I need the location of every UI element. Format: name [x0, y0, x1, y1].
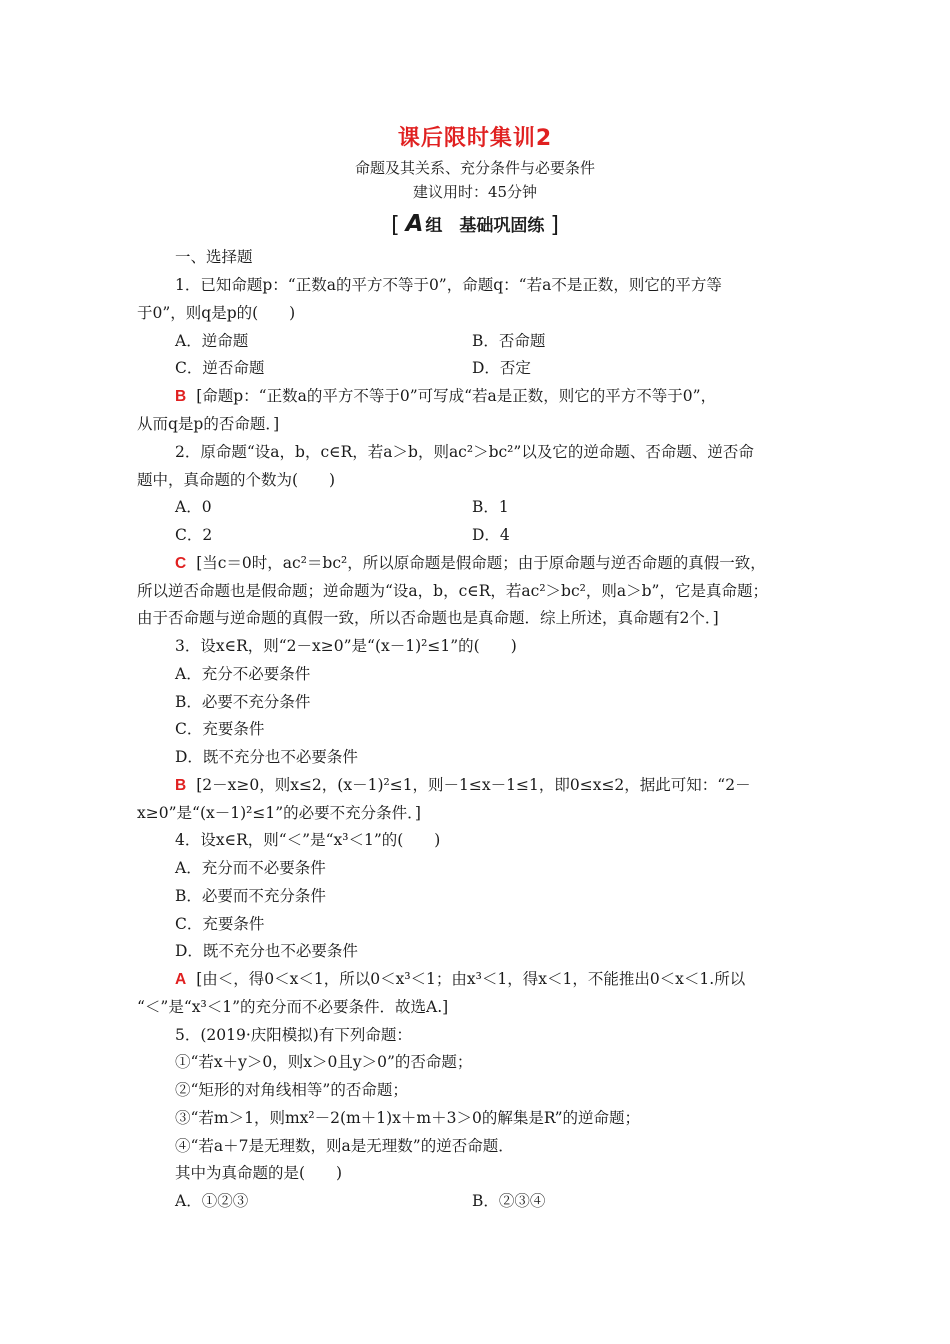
q2-stem-line-2: 题中，真命题的个数为( ) [137, 471, 336, 489]
q2-explanation-line-2: 所以逆否命题也是假命题；逆命题为“设a，b，c∈R，若ac²＞bc²，则a＞b”，它是真命题； [137, 582, 768, 600]
q4-explanation-line-2: “＜”是“x³＜1”的充分而不必要条件．故选A.] [137, 998, 449, 1016]
q3-option-a: A．充分不必要条件 [175, 665, 311, 683]
q3-stem: 3．设x∈R，则“2－x≥0”是“(x－1)²≤1”的( ) [175, 637, 517, 655]
q2-option-b: B．1 [472, 498, 509, 516]
q5-option-b: B．②③④ [472, 1192, 546, 1210]
section-heading: 一、选择题 [175, 248, 253, 266]
q4-explanation-line-1 [175, 969, 745, 990]
q5-item-2: ②“矩形的对角线相等”的否命题； [175, 1081, 408, 1099]
q3-explanation-line-1 [175, 775, 751, 796]
q2-explanation-line-3: 由于否命题与逆命题的真假一致，所以否命题也是真命题．综上所述，真命题有2个．] [137, 609, 719, 627]
page-subtitle: 命题及其关系、充分条件与必要条件 [354, 159, 595, 177]
bracket-left: [ [391, 213, 400, 238]
q5-item-1: ①“若x＋y＞0，则x＞0且y＞0”的否命题； [175, 1053, 473, 1071]
q1-option-d: D．否定 [472, 359, 531, 377]
q5-option-a: A．①②③ [175, 1192, 249, 1210]
q2-option-c: C．2 [175, 526, 213, 544]
q2-answer: C [175, 555, 187, 572]
group-heading [0, 211, 950, 238]
q4-option-a: A．充分而不必要条件 [175, 859, 326, 877]
q1-stem-line-2: 于0”，则q是p的( ) [137, 304, 296, 322]
q5-item-4: ④“若a＋7是无理数，则a是无理数”的逆否命题． [175, 1137, 514, 1155]
q1-explanation-text: [命题p：“正数a的平方不等于0”可写成“若a是正数，则它的平方不等于0”， [196, 387, 717, 405]
q4-stem: 4．设x∈R，则“＜”是“x³＜1”的( ) [175, 831, 441, 849]
group-label: 组 基础巩固练 [425, 216, 545, 236]
q4-explanation-text: [由＜，得0＜x＜1，所以0＜x³＜1；由x³＜1，得x＜1，不能推出0＜x＜1.所以 [196, 970, 746, 988]
group-letter: A [405, 211, 424, 237]
q1-answer: B [175, 388, 187, 405]
q3-option-d: D．既不充分也不必要条件 [175, 748, 358, 766]
q1-option-a: A．逆命题 [175, 332, 249, 350]
q1-explanation-line-2: 从而q是p的否命题．] [137, 415, 280, 433]
q4-option-d: D．既不充分也不必要条件 [175, 942, 358, 960]
q3-answer: B [175, 777, 187, 794]
time-hint: 建议用时：45分钟 [412, 183, 538, 201]
q4-option-b: B．必要而不充分条件 [175, 887, 326, 905]
q5-item-3: ③“若m＞1，则mx²－2(m＋1)x＋m＋3＞0的解集是R”的逆命题； [175, 1109, 641, 1127]
q2-option-a: A．0 [175, 498, 212, 516]
q4-answer: A [175, 971, 187, 988]
q3-explanation-line-2: x≥0”是“(x－1)²≤1”的必要不充分条件．] [137, 804, 421, 822]
q5-stem: 5．(2019·庆阳模拟)有下列命题： [175, 1026, 412, 1044]
q1-option-c: C．逆否命题 [175, 359, 265, 377]
q3-option-b: B．必要不充分条件 [175, 693, 311, 711]
q1-stem-line-1: 1．已知命题p：“正数a的平方不等于0”，命题q：“若a不是正数，则它的平方等 [175, 276, 722, 294]
page-title: 课后限时集训2 [397, 126, 553, 151]
q4-option-c: C．充要条件 [175, 915, 265, 933]
q3-explanation-text: [2－x≥0，则x≤2，(x－1)²≤1，则－1≤x－1≤1，即0≤x≤2，据此可知：“2－ [196, 776, 751, 794]
q2-explanation-text: [当c＝0时，ac²＝bc²，所以原命题是假命题；由于原命题与逆否命题的真假一致， [196, 554, 766, 572]
q1-option-b: B．否命题 [472, 332, 546, 350]
q5-question: 其中为真命题的是( ) [175, 1164, 343, 1182]
q2-stem-line-1: 2．原命题“设a，b，c∈R，若a＞b，则ac²＞bc²”以及它的逆命题、否命题、逆否命 [175, 443, 754, 461]
q2-explanation-line-1 [175, 553, 766, 574]
q2-option-d: D．4 [472, 526, 510, 544]
bracket-right: ] [550, 213, 559, 238]
q3-option-c: C．充要条件 [175, 720, 265, 738]
q1-explanation-line-1 [175, 386, 716, 407]
